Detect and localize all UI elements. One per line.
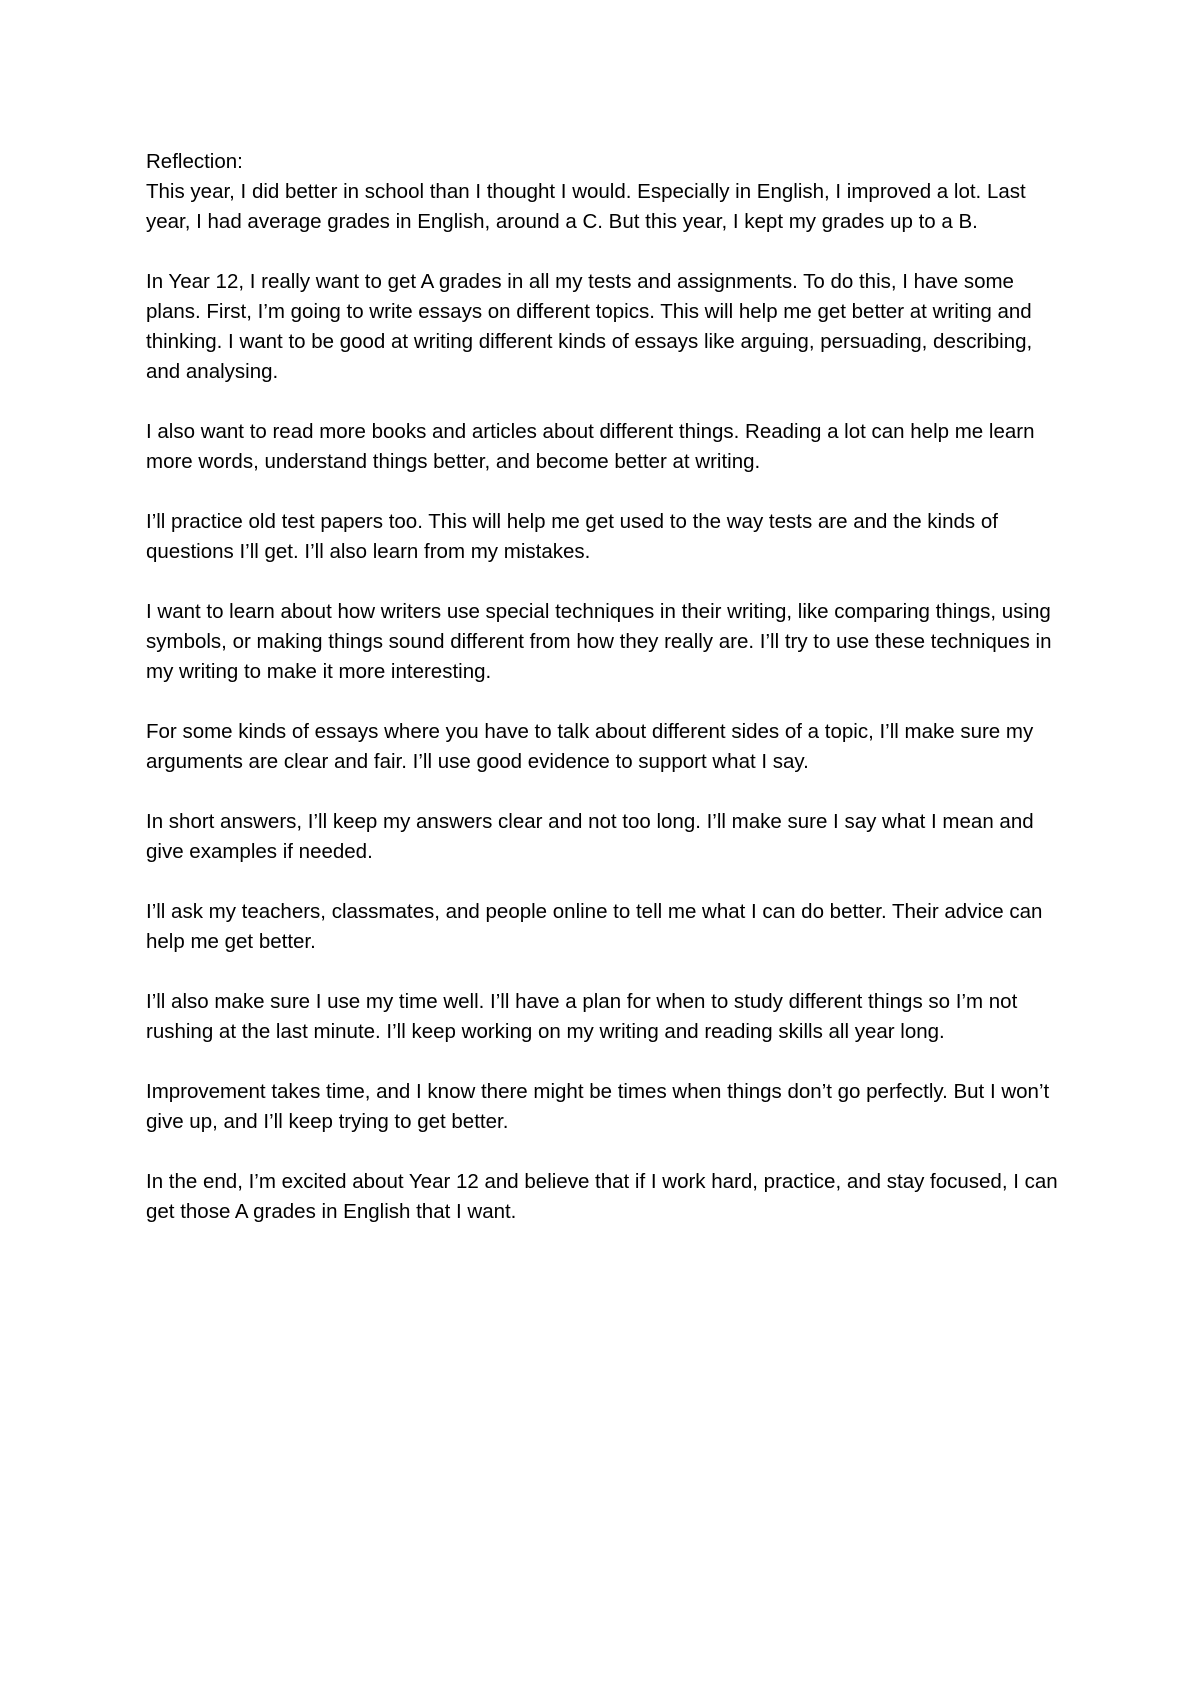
document-body xyxy=(146,147,1066,1227)
paragraph-time-management: I’ll also make sure I use my time well. I’ll have a plan for when to study different things so I’m not rushing at the last minute. I’ll keep working on my writing and reading skills all year long. xyxy=(146,990,1018,1043)
paragraph-year-12-goals: In Year 12, I really want to get A grades in all my tests and assignments. To do this, I have some plans. First, I’m going to write essays on different topics. This will help me get better at writing and thinking. I want to be good at writing different kinds of essays like arguing, persuading, describing, and analysing. xyxy=(146,270,1033,383)
document-title: Reflection: xyxy=(146,150,243,173)
paragraph-short-answers: In short answers, I’ll keep my answers clear and not too long. I’ll make sure I say what I mean and give examples if needed. xyxy=(146,810,1034,863)
paragraph-test-practice: I’ll practice old test papers too. This will help me get used to the way tests are and the kinds of questions I’ll get. I’ll also learn from my mistakes. xyxy=(146,510,998,563)
paragraph-conclusion: In the end, I’m excited about Year 12 and believe that if I work hard, practice, and stay focused, I can get those A grades in English that I want. xyxy=(146,1170,1058,1223)
paragraph-persistence: Improvement takes time, and I know there might be times when things don’t go perfectly. But I won’t give up, and I’ll keep trying to get better. xyxy=(146,1080,1050,1133)
paragraph-feedback: I’ll ask my teachers, classmates, and people online to tell me what I can do better. Their advice can help me get better. xyxy=(146,900,1043,953)
paragraph-techniques: I want to learn about how writers use special techniques in their writing, like comparing things, using symbols, or making things sound different from how they really are. I’ll try to use these techniques in my writing to make it more interesting. xyxy=(146,600,1052,683)
paragraph-reading: I also want to read more books and articles about different things. Reading a lot can help me learn more words, understand things better, and become better at writing. xyxy=(146,420,1035,473)
paragraph-arguments: For some kinds of essays where you have to talk about different sides of a topic, I’ll make sure my arguments are clear and fair. I’ll use good evidence to support what I say. xyxy=(146,720,1034,773)
paragraph-intro: This year, I did better in school than I thought I would. Especially in English, I improved a lot. Last year, I had average grades in English, around a C. But this year, I kept my grades up to a B. xyxy=(146,180,1026,233)
